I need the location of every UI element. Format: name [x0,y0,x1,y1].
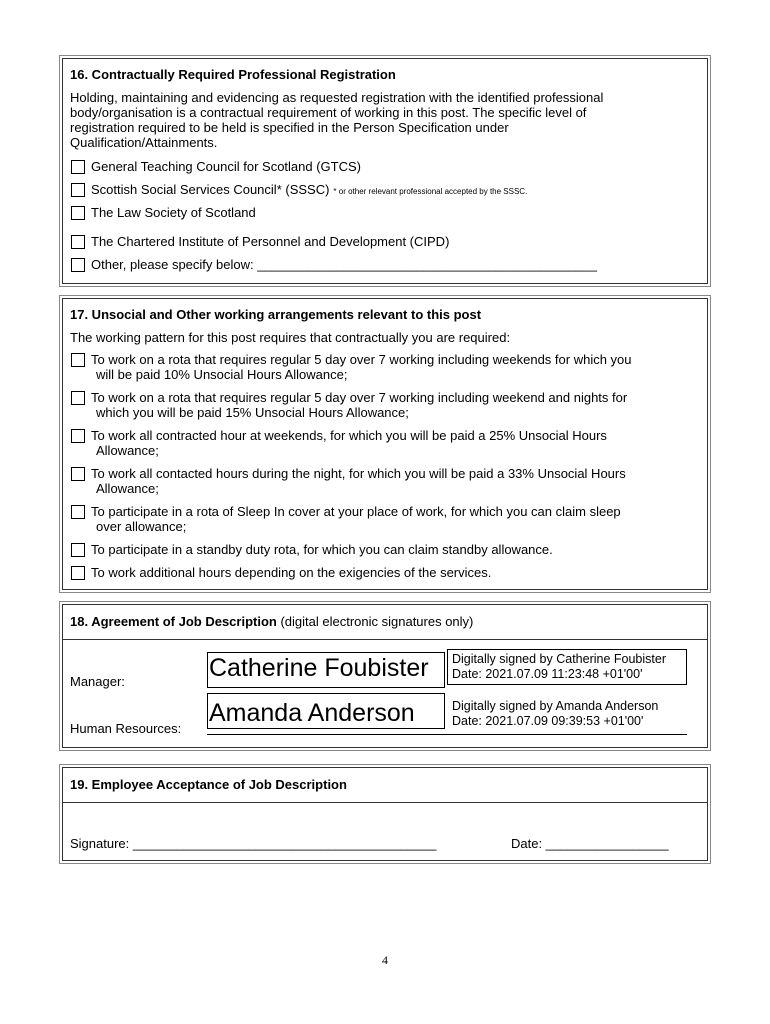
option-label: To work additional hours depending on the exigencies of the services. [91,565,492,580]
option-additional-hours [71,565,697,580]
option-label: To work on a rota that requires regular 5 day over 7 working including weekends for which you [91,352,632,367]
option-weekends-25 [71,428,697,458]
hr-signature-line2: Date: 2021.07.09 09:39:53 +01'00' [452,714,644,728]
checkbox[interactable] [71,258,85,272]
option-label: The Chartered Institute of Personnel and Development (CIPD) [91,234,450,249]
option-label: Other, please specify below: _______________________________________________ [91,257,598,272]
option-other [71,257,697,272]
manager-signature-line2: Date: 2021.07.09 11:23:48 +01'00' [452,667,643,681]
page-number: 4 [382,953,388,967]
option-standby [71,542,697,557]
option-law-society [71,205,697,220]
option-label: To participate in a standby duty rota, for which you can claim standby allowance. [91,542,553,557]
divider [63,802,707,803]
checkbox[interactable] [71,566,85,580]
manager-label: Manager: [70,674,125,689]
option-sleep-in [71,504,697,534]
checkbox[interactable] [71,160,85,174]
checkbox[interactable] [71,429,85,443]
hr-signature-underline [207,734,687,735]
section-16-title: 16. Contractually Required Professional Registration [70,67,396,82]
option-label: To work all contracted hour at weekends, for which you will be paid a 25% Unsocial Hours [91,428,607,443]
checkbox[interactable] [71,206,85,220]
checkbox[interactable] [71,391,85,405]
option-label: To work all contacted hours during the night, for which you will be paid a 33% Unsocial Hours [91,466,626,481]
option-label: General Teaching Council for Scotland (GTCS) [91,159,361,174]
divider [63,639,707,640]
date-field[interactable]: Date: _________________ [511,836,669,851]
signature-field[interactable]: Signature: __________________________________________ [70,836,437,851]
option-night-33 [71,466,697,496]
section-17 [62,298,708,590]
option-label-cont: Allowance; [96,481,159,496]
section-17-title: 17. Unsocial and Other working arrangements relevant to this post [70,307,482,322]
checkbox[interactable] [71,505,85,519]
hr-signature-name: Amanda Anderson [209,699,415,727]
intro-line: body/organisation is a contractual requirement of working in this post. The specific level of [70,105,587,120]
option-label: To participate in a rota of Sleep In cover at your place of work, for which you can claim sleep [91,504,621,519]
checkbox[interactable] [71,353,85,367]
option-label: The Law Society of Scotland [91,205,256,220]
section-18-title-note: (digital electronic signatures only) [276,614,474,629]
intro-line: registration required to be held is specified in the Person Specification under [70,120,509,135]
option-rota-10 [71,352,697,382]
option-label: Scottish Social Services Council* (SSSC) [91,182,330,197]
section-16-intro [70,90,603,150]
section-18 [62,604,708,748]
hr-signature-line1: Digitally signed by Amanda Anderson [452,699,659,713]
option-label: To work on a rota that requires regular 5 day over 7 working including weekend and nights for [91,390,628,405]
option-note: * or other relevant professional accepted by the SSSC. [333,187,528,196]
hr-label: Human Resources: [70,721,182,736]
manager-signature-line1: Digitally signed by Catherine Foubister [452,652,666,666]
manager-signature-name: Catherine Foubister [209,654,429,682]
option-sssc [71,182,697,199]
section-19-title: 19. Employee Acceptance of Job Description [70,777,347,792]
option-gtcs [71,159,697,174]
intro-line: Holding, maintaining and evidencing as requested registration with the identified professional [70,90,604,105]
checkbox[interactable] [71,467,85,481]
intro-line: Qualification/Attainments. [70,135,218,150]
option-label-cont: over allowance; [96,519,187,534]
checkbox[interactable] [71,183,85,197]
option-label-cont: which you will be paid 15% Unsocial Hours Allowance; [96,405,409,420]
option-label-cont: Allowance; [96,443,159,458]
option-rota-15 [71,390,697,420]
checkbox[interactable] [71,543,85,557]
checkbox[interactable] [71,235,85,249]
section-16 [62,58,708,284]
option-label-cont: will be paid 10% Unsocial Hours Allowance; [96,367,348,382]
section-18-title-bold: 18. Agreement of Job Description [70,614,277,629]
section-19 [62,767,708,861]
section-18-title [70,614,473,629]
section-17-intro: The working pattern for this post requires that contractually you are required: [70,330,511,345]
option-cipd [71,234,697,249]
